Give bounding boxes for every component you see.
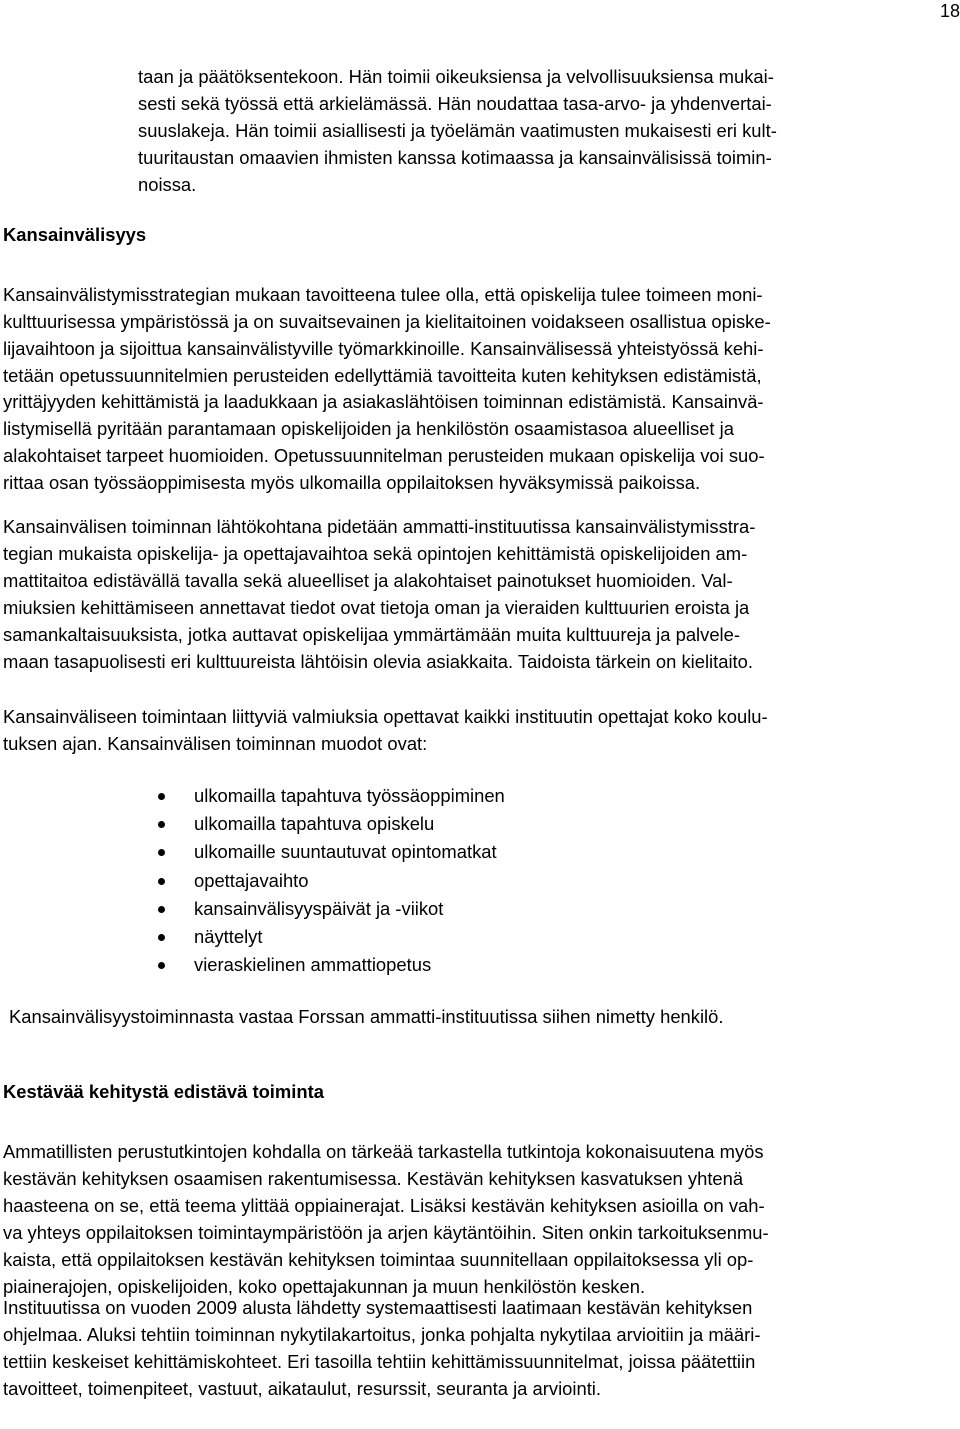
paragraph-line: alakohtaiset tarpeet huomioiden. Opetussuunnitelman perusteiden mukaan opiskelija voi suo-	[3, 445, 765, 467]
paragraph-line: rittaa osan työssäoppimisesta myös ulkomailla oppilaitoksen hyväksymissä paikoissa.	[3, 472, 701, 494]
paragraph-line: haasteena on se, että teema ylittää oppiainerajat. Lisäksi kestävän kehityksen asioilla on vah-	[3, 1195, 765, 1216]
section-heading-kestava-kehitys: Kestävää kehitystä edistävä toiminta	[3, 1081, 324, 1102]
list-item: ulkomailla tapahtuva opiskelu	[194, 813, 435, 835]
paragraph-line: tuksen ajan. Kansainvälisen toiminnan muodot ovat:	[3, 733, 428, 754]
intro-line: tuuritaustan omaavien ihmisten kanssa kotimaassa ja kansainvälisissä toimin-	[138, 147, 772, 168]
bullet-icon	[158, 821, 165, 828]
paragraph-line: tavoitteet, toimenpiteet, vastuut, aikataulut, resurssit, seuranta ja arviointi.	[3, 1378, 602, 1399]
list-item: ulkomailla tapahtuva työssäoppiminen	[194, 785, 505, 806]
paragraph-line: va yhteys oppilaitoksen toimintaympäristöön ja arjen käytäntöihin. Siten onkin tarkoituksenmu-	[3, 1222, 769, 1243]
paragraph-line: tettiin keskeiset kehittämiskohteet. Eri tasoilla tehtiin kehittämissuunnitelmat, joissa päätettiin	[3, 1351, 756, 1372]
paragraph-line: kestävän kehityksen osaamisen rakentumisessa. Kestävän kehityksen kasvatuksen yhtenä	[3, 1168, 744, 1189]
bullet-icon	[158, 793, 165, 800]
paragraph-line: mattitaitoa edistävällä tavalla sekä alueelliset ja alakohtaiset painotukset huomioiden. Val-	[3, 570, 733, 591]
paragraph-line: Kansainväliseen toimintaan liittyviä valmiuksia opettavat kaikki instituutin opettajat koko koulu-	[3, 706, 768, 727]
paragraph-line: maan tasapuolisesti eri kulttuureista lähtöisin olevia asiakkaita. Taidoista tärkein on kielitaito.	[3, 651, 753, 672]
list-item: opettajavaihto	[194, 869, 309, 891]
intro-line: noissa.	[138, 174, 197, 195]
bullet-icon	[158, 962, 165, 969]
paragraph-line: lijavaihtoon ja sijoittua kansainvälistyville työmarkkinoille. Kansainvälisessä yhteistyössä kehi-	[3, 337, 764, 359]
paragraph-line: kulttuurisessa ympäristössä ja on suvaitsevainen ja kielitaitoinen voidakseen osallistua opiske-	[3, 310, 771, 332]
intro-line: sesti sekä työssä että arkielämässä. Hän noudattaa tasa-arvo- ja yhdenvertai-	[138, 93, 772, 114]
paragraph-line: Instituutissa on vuoden 2009 alusta lähdetty systemaattisesti laatimaan kestävän kehityksen	[3, 1297, 753, 1318]
bullet-icon	[158, 849, 165, 856]
paragraph-line: Kansainvälisyystoiminnasta vastaa Forssan ammatti-instituutissa siihen nimetty henkilö.	[9, 1006, 724, 1027]
paragraph-line: kaista, että oppilaitoksen kestävän kehityksen toimintaa suunnitellaan oppilaitoksessa yli op-	[3, 1249, 754, 1270]
paragraph-line: ohjelmaa. Aluksi tehtiin toiminnan nykytilakartoitus, jonka pohjalta nykytilaa arvioitiin ja määri-	[3, 1324, 761, 1345]
paragraph-line: Kansainvälistymisstrategian mukaan tavoitteena tulee olla, että opiskelija tulee toimeen moni-	[3, 284, 763, 305]
intro-line: suuslakeja. Hän toimii asiallisesti ja työelämän vaatimusten mukaisesti eri kult-	[138, 120, 777, 141]
intro-line: taan ja päätöksentekoon. Hän toimii oikeuksiensa ja velvollisuuksiensa mukai-	[138, 66, 774, 87]
paragraph-line: listymisellä pyritään parantamaan opiskelijoiden ja henkilöstön osaamistasoa alueelliset ja	[3, 418, 734, 440]
section-heading-kansainvalisyys: Kansainvälisyys	[3, 224, 147, 245]
page-number: 18	[939, 1, 960, 21]
paragraph-line: miuksien kehittämiseen annettavat tiedot ovat tietoja oman ja vieraiden kulttuurien eroista ja	[3, 597, 750, 618]
paragraph-line: tegian mukaista opiskelija- ja opettajavaihtoa sekä opintojen kehittämistä opiskelijoiden am-	[3, 543, 748, 564]
paragraph-line: tetään opetussuunnitelmien perusteiden edellyttämiä tavoitteita kuten kehityksen edistämistä,	[3, 364, 762, 386]
bullet-icon	[158, 934, 165, 941]
list-item: kansainvälisyyspäivät ja -viikot	[194, 897, 444, 919]
bullet-icon	[158, 878, 165, 885]
list-item: ulkomaille suuntautuvat opintomatkat	[194, 841, 497, 863]
paragraph-line: samankaltaisuuksista, jotka auttavat opiskelijaa ymmärtämään muita kulttuureja ja palvele-	[3, 624, 740, 645]
list-item: näyttelyt	[194, 926, 263, 947]
paragraph-line: piainerajojen, opiskelijoiden, koko opettajakunnan ja muun henkilöstön kesken.	[3, 1276, 646, 1297]
paragraph-line: Kansainvälisen toiminnan lähtökohtana pidetään ammatti-instituutissa kansainvälistymisstra-	[3, 516, 756, 537]
list-item: vieraskielinen ammattiopetus	[194, 954, 432, 976]
paragraph-line: yrittäjyyden kehittämistä ja laadukkaan ja asiakaslähtöisen toiminnan edistämistä. Kansainvä-	[3, 391, 764, 413]
paragraph-line: Ammatillisten perustutkintojen kohdalla on tärkeää tarkastella tutkintoja kokonaisuutena myös	[3, 1141, 764, 1162]
bullet-icon	[158, 906, 165, 913]
